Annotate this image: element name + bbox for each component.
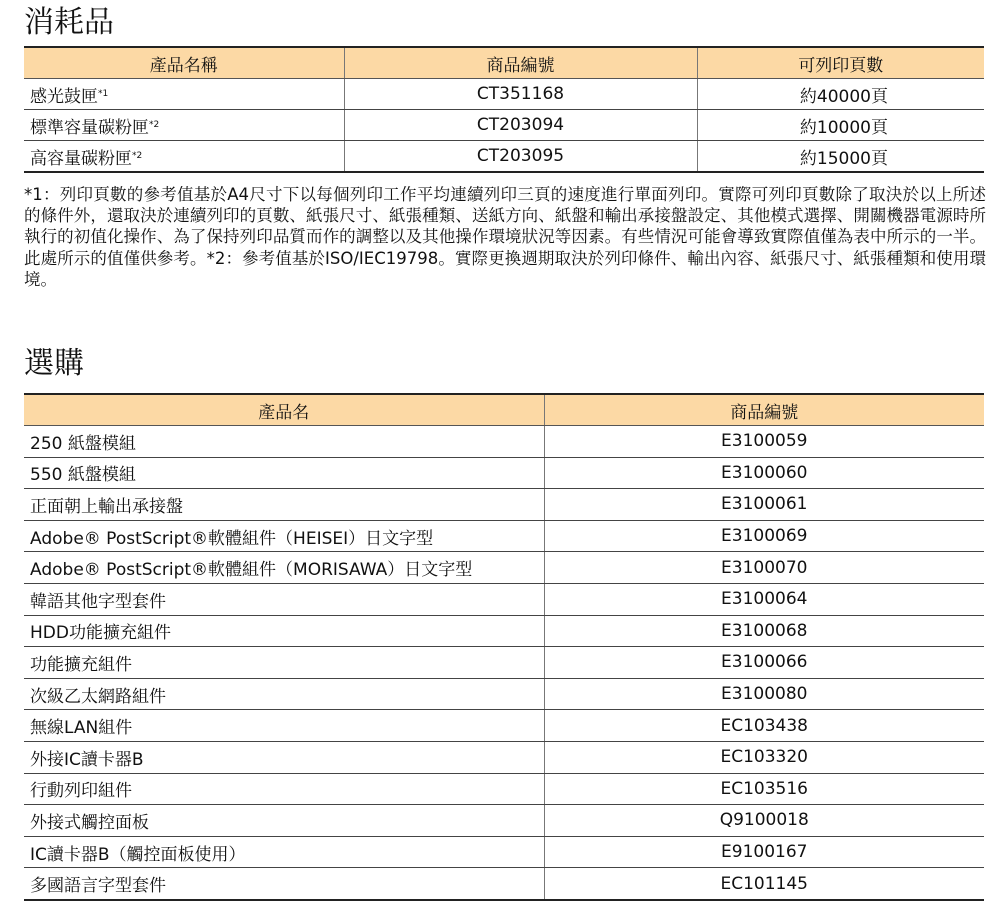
table-row — [24, 489, 984, 521]
product-name: 標準容量碳粉匣$^{*2}$ — [24, 110, 344, 141]
footnotes: *1：列印頁數的參考值基於A4尺寸下以每個列印工作平均連續列印三頁的速度進行單面列印。實際可列印頁數除了取決於以上所述的條件外，還取決於連續列印的頁數、紙張尺寸、紙張種類、送紙方向、紙盤和輸出承接盤設定、其他模式選擇、開關機器電源時所執行的初值化操作、為了保持列印品質而作的調整以及其他操作環境狀況等因素。有些情況可能會導致實際值僅為表中所示的一半。此處所示的值僅供參考。*2：參考值基於ISO/IEC19798。實際更換週期取決於列印條件、輸出內容、紙張尺寸、紙張種類和使用環境。 — [24, 185, 986, 289]
product-name: 外接IC讀卡器B — [24, 741, 544, 773]
product-code: Q9100018 — [544, 805, 984, 837]
table-row — [24, 426, 984, 458]
footnote-mark: *1 — [98, 88, 109, 99]
table-header-row — [24, 394, 984, 426]
product-name: Adobe® PostScript®軟體組件（MORISAWA）日文字型 — [24, 552, 544, 584]
product-name: 高容量碳粉匣$^{*2}$ — [24, 141, 344, 173]
product-code: E3100080 — [544, 678, 984, 710]
footnote-mark: *2 — [132, 150, 143, 161]
options-table — [24, 393, 984, 901]
header-printable-pages: 可列印頁數 — [697, 47, 984, 79]
product-name: 感光鼓匣$^{*1}$ — [24, 79, 344, 110]
product-name: 韓語其他字型套件 — [24, 583, 544, 615]
product-code: E3100066 — [544, 647, 984, 679]
product-name: Adobe® PostScript®軟體組件（HEISEI）日文字型 — [24, 520, 544, 552]
product-code: E9100167 — [544, 836, 984, 868]
table-row — [24, 710, 984, 742]
table-row — [24, 141, 984, 173]
product-code: E3100061 — [544, 489, 984, 521]
options-title: 選購 — [24, 346, 84, 381]
product-name: 行動列印組件 — [24, 773, 544, 805]
consumables-title: 消耗品 — [24, 5, 114, 40]
product-code: EC103438 — [544, 710, 984, 742]
header-product-code: 商品編號 — [544, 394, 984, 426]
product-name: 250 紙盤模組 — [24, 426, 544, 458]
product-code: E3100064 — [544, 583, 984, 615]
header-product-code: 商品編號 — [344, 47, 697, 79]
product-code: E3100069 — [544, 520, 984, 552]
product-name: 多國語言字型套件 — [24, 868, 544, 900]
product-name: 次級乙太網路組件 — [24, 678, 544, 710]
table-row — [24, 868, 984, 900]
table-row — [24, 741, 984, 773]
printable-pages: 約15000頁 — [697, 141, 984, 173]
product-code: CT351168 — [344, 79, 697, 110]
table-row — [24, 805, 984, 837]
printable-pages: 約10000頁 — [697, 110, 984, 141]
product-code: CT203095 — [344, 141, 697, 173]
product-code: EC103320 — [544, 741, 984, 773]
product-name: 550 紙盤模組 — [24, 457, 544, 489]
table-row — [24, 678, 984, 710]
product-code: E3100070 — [544, 552, 984, 584]
product-name: 無線LAN組件 — [24, 710, 544, 742]
consumables-table — [24, 46, 984, 173]
product-code: EC101145 — [544, 868, 984, 900]
product-code: EC103516 — [544, 773, 984, 805]
table-row — [24, 647, 984, 679]
footnote-mark: *2 — [149, 119, 160, 130]
product-name: 外接式觸控面板 — [24, 805, 544, 837]
product-code: E3100059 — [544, 426, 984, 458]
product-code: E3100060 — [544, 457, 984, 489]
product-name: HDD功能擴充組件 — [24, 615, 544, 647]
table-row — [24, 615, 984, 647]
table-row — [24, 583, 984, 615]
product-name: 功能擴充組件 — [24, 647, 544, 679]
product-code: E3100068 — [544, 615, 984, 647]
table-row — [24, 773, 984, 805]
table-row — [24, 552, 984, 584]
table-row — [24, 457, 984, 489]
table-header-row — [24, 47, 984, 79]
table-row — [24, 79, 984, 110]
table-row — [24, 836, 984, 868]
product-name: IC讀卡器B（觸控面板使用） — [24, 836, 544, 868]
table-row — [24, 520, 984, 552]
header-product-name: 產品名稱 — [24, 47, 344, 79]
printable-pages: 約40000頁 — [697, 79, 984, 110]
header-product-name: 產品名 — [24, 394, 544, 426]
product-code: CT203094 — [344, 110, 697, 141]
table-row — [24, 110, 984, 141]
product-name: 正面朝上輸出承接盤 — [24, 489, 544, 521]
